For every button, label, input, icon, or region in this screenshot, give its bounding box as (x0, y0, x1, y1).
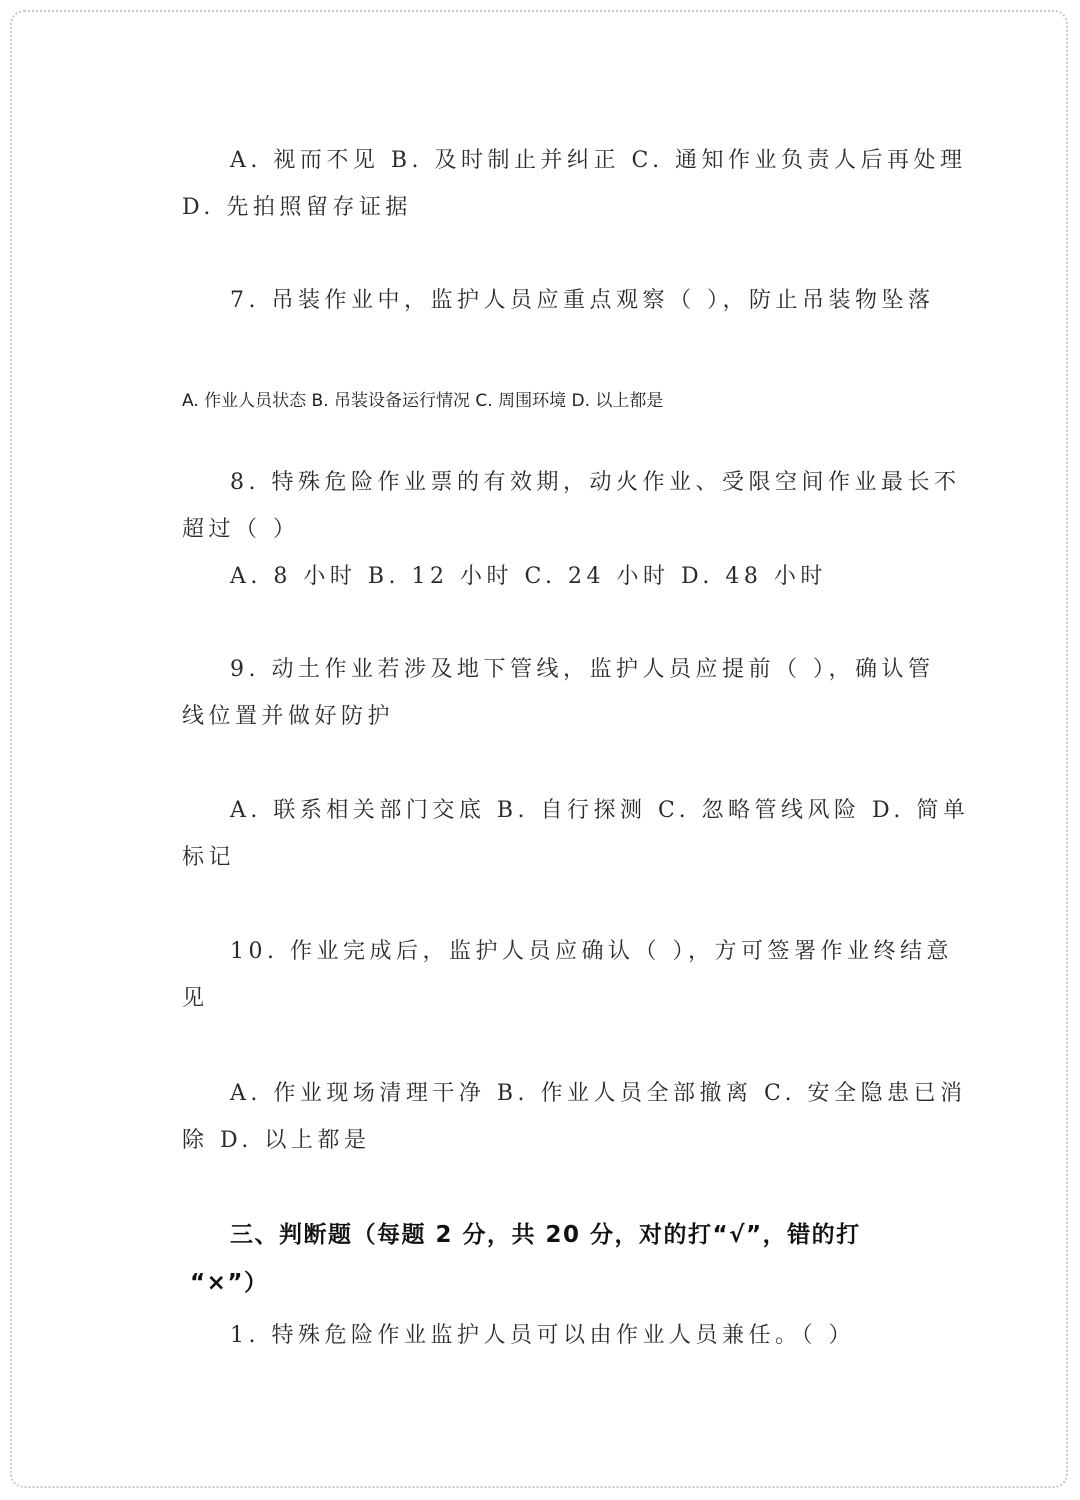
q6-options-line-1: A. 视而不见 B. 及时制止并纠正 C. 通知作业负责人后再处理 (230, 148, 967, 173)
q7-stem: 7. 吊装作业中，监护人员应重点观察（ ），防止吊装物坠落 (230, 288, 935, 313)
q9-options-line-1: A. 联系相关部门交底 B. 自行探测 C. 忽略管线风险 D. 简单 (230, 798, 970, 823)
q10-options-line-1: A. 作业现场清理干净 B. 作业人员全部撤离 C. 安全隐患已消 (230, 1081, 967, 1106)
q10-stem-line-2: 见 (182, 986, 209, 1011)
q9-stem-line-2: 线位置并做好防护 (182, 704, 395, 729)
section-3-heading-line-1: 三、判断题（每题 2 分，共 20 分，对的打“√”，错的打 (230, 1222, 861, 1248)
q10-options-line-2: 除 D. 以上都是 (182, 1128, 371, 1153)
page-border (10, 10, 1068, 1488)
judgment-item-1: 1. 特殊危险作业监护人员可以由作业人员兼任。（ ） (230, 1323, 855, 1348)
q8-stem-line-2: 超过（ ） (182, 517, 300, 542)
q9-options-line-2: 标记 (182, 845, 236, 870)
q9-stem-line-1: 9. 动土作业若涉及地下管线，监护人员应提前（ ），确认管 (230, 657, 935, 682)
q7-options: A. 作业人员状态 B. 吊装设备运行情况 C. 周围环境 D. 以上都是 (182, 391, 664, 411)
q8-stem-line-1: 8. 特殊危险作业票的有效期，动火作业、受限空间作业最长不 (230, 470, 961, 495)
q6-options-line-2: D. 先拍照留存证据 (182, 195, 412, 220)
section-3-heading-line-2: “×”） (190, 1270, 269, 1296)
q10-stem-line-1: 10. 作业完成后，监护人员应确认（ ），方可签署作业终结意 (230, 939, 953, 964)
q8-options: A. 8 小时 B. 12 小时 C. 24 小时 D. 48 小时 (230, 564, 827, 589)
